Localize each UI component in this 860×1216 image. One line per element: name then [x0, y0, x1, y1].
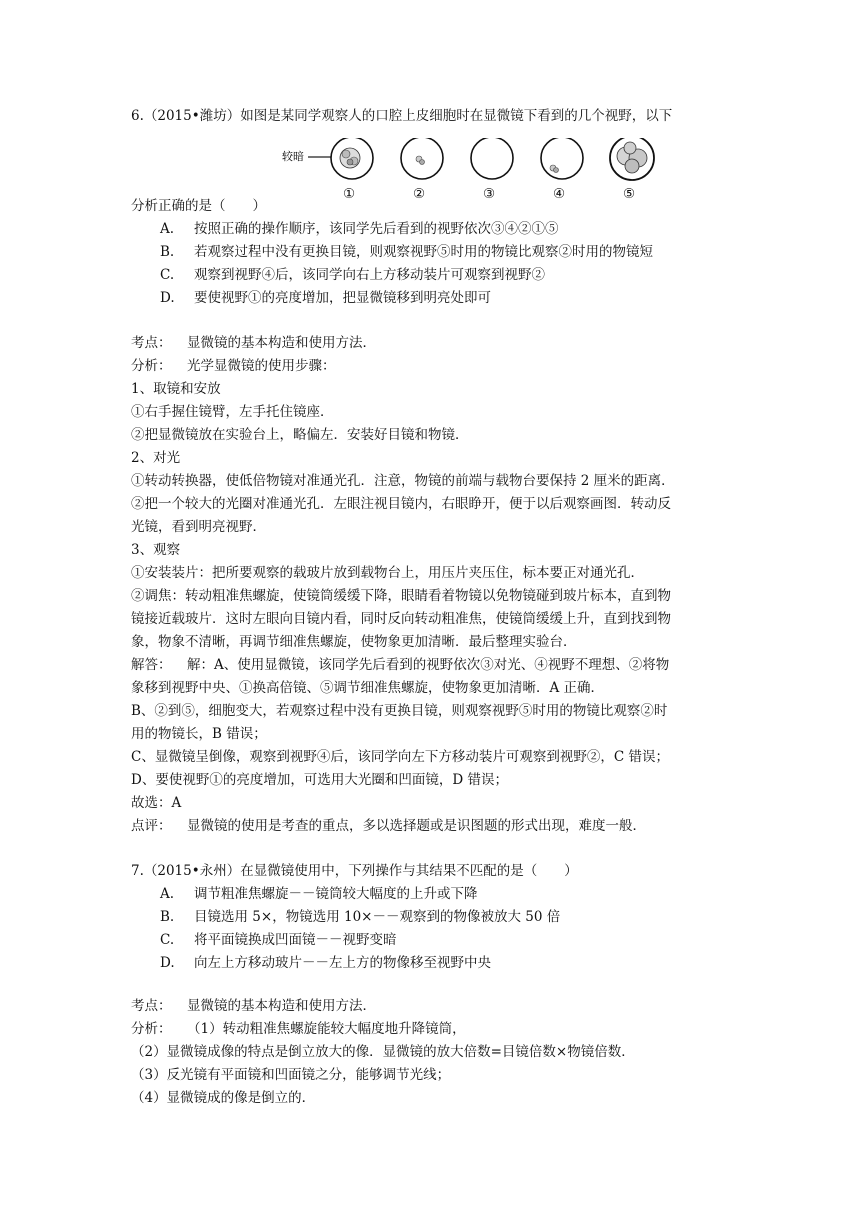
dianping-text: 显微镜的使用是考查的重点，多以选择题或是识图题的形式出现，难度一般．	[187, 818, 646, 834]
microscope-fields-figure	[280, 138, 660, 184]
view-label-2: ②	[413, 186, 426, 202]
q6-option-d	[160, 288, 491, 308]
view-2-circle	[401, 138, 443, 179]
q6-fenxi	[131, 356, 336, 376]
analysis-line: ①安装装片：把所要观察的载玻片放到载物台上，用压片夹压住，标本要正对通光孔．	[131, 565, 644, 581]
option-letter: A.	[160, 221, 175, 237]
analysis-line: 镜接近载玻片．这时左眼向目镜内看，同时反向转动粗准焦，使镜筒缓缓上升，直到找到物	[131, 611, 671, 627]
option-letter: B.	[160, 909, 175, 925]
analysis-line: ①转动转换器，使低倍物镜对准通光孔．注意，物镜的前端与载物台要保持 2 厘米的距离．	[131, 473, 675, 489]
kaodian-text: 显微镜的基本构造和使用方法．	[187, 998, 376, 1014]
option-text: 若观察过程中没有更换目镜，则观察视野⑤时用的物镜比观察②时用的物镜短	[194, 244, 653, 260]
kaodian-label: 考点：	[131, 335, 172, 351]
option-text: 观察到视野④后，该同学向右上方移动装片可观察到视野②	[194, 267, 545, 283]
view-1-circle	[331, 138, 373, 179]
view-label-1: ①	[343, 186, 356, 202]
q6-option-b	[160, 242, 653, 262]
q7-stem: 7.（2015•永州）在显微镜使用中，下列操作与其结果不匹配的是（ ）	[131, 863, 578, 879]
q6-option-c	[160, 265, 545, 285]
analysis-line: （3）反光镜有平面镜和凹面镜之分，能够调节光线；	[131, 1067, 451, 1083]
jieda-text: 解：A、使用显微镜，该同学先后看到的视野依次③对光、④视野不理想、②将物	[187, 657, 670, 673]
view-label-3: ③	[483, 186, 496, 202]
option-letter: C.	[160, 932, 175, 948]
q7-option-a	[160, 884, 478, 904]
q7-option-c	[160, 930, 397, 950]
fenxi-label: 分析：	[131, 1021, 172, 1037]
view-3-circle	[471, 138, 513, 179]
analysis-line: 2、对光	[131, 450, 181, 466]
option-letter: C.	[160, 267, 175, 283]
option-letter: D.	[160, 955, 175, 971]
analysis-line: ②把显微镜放在实验台上，略偏左．安装好目镜和物镜．	[131, 427, 469, 443]
answer-line: D、要使视野①的亮度增加，可选用大光圈和凹面镜，D 错误；	[131, 772, 508, 788]
option-letter: B.	[160, 244, 175, 260]
analysis-line: 光镜，看到明亮视野．	[131, 519, 266, 535]
option-text: 向左上方移动玻片－－左上方的物像移至视野中央	[194, 955, 491, 971]
option-letter: A.	[160, 886, 175, 902]
analysis-line: ②把一个较大的光圈对准通光孔．左眼注视目镜内，右眼睁开，便于以后观察画图．转动反	[131, 496, 671, 512]
q7-fenxi	[131, 1019, 466, 1039]
answer-line: 象移到视野中央、①换高倍镜、⑤调节细准焦螺旋，使物象更加清晰．A 正确．	[131, 680, 605, 696]
q7-option-d	[160, 953, 491, 973]
view-4-circle	[541, 138, 583, 179]
fenxi-text: （1）转动粗准焦螺旋能较大幅度地升降镜筒，	[187, 1021, 466, 1037]
view-5-circle	[610, 138, 654, 180]
q6-kaodian	[131, 333, 376, 353]
q7-kaodian	[131, 996, 376, 1016]
answer-line: C、显微镜呈倒像，观察到视野④后，该同学向左下方移动装片可观察到视野②，C 错误；	[131, 749, 669, 765]
analysis-line: （4）显微镜成的像是倒立的．	[131, 1090, 316, 1106]
fenxi-label: 分析：	[131, 358, 172, 374]
q6-dianping	[131, 816, 646, 836]
option-text: 按照正确的操作顺序，该同学先后看到的视野依次③④②①⑤	[194, 221, 559, 237]
analysis-line: 象，物象不清晰，再调节细准焦螺旋，使物象更加清晰．最后整理实验台．	[131, 634, 577, 650]
q6-stem-line2: 分析正确的是（ ）	[131, 198, 266, 214]
figure-side-label: 较暗	[282, 150, 304, 163]
analysis-line: ①右手握住镜臂，左手托住镜座．	[131, 404, 334, 420]
option-letter: D.	[160, 290, 175, 306]
kaodian-text: 显微镜的基本构造和使用方法．	[187, 335, 376, 351]
kaodian-label: 考点：	[131, 998, 172, 1014]
answer-line: 用的物镜长，B 错误；	[131, 726, 267, 742]
view-label-4: ④	[553, 186, 566, 202]
analysis-line: （2）显微镜成像的特点是倒立放大的像．显微镜的放大倍数=目镜倍数×物镜倍数．	[131, 1044, 635, 1060]
view-label-5: ⑤	[623, 186, 636, 202]
option-text: 调节粗准焦螺旋－－镜筒较大幅度的上升或下降	[194, 886, 478, 902]
option-text: 要使视野①的亮度增加，把显微镜移到明亮处即可	[194, 290, 491, 306]
analysis-line: 3、观察	[131, 542, 181, 558]
fenxi-text: 光学显微镜的使用步骤：	[187, 358, 336, 374]
option-text: 将平面镜换成凹面镜－－视野变暗	[194, 932, 397, 948]
jieda-label: 解答：	[131, 657, 172, 673]
answer-line: 故选：A	[131, 795, 182, 811]
analysis-line: ②调焦：转动粗准焦螺旋，使镜筒缓缓下降，眼睛看着物镜以免物镜碰到玻片标本，直到物	[131, 588, 671, 604]
q6-option-a	[160, 219, 559, 239]
q6-stem-line1: 6.（2015•潍坊）如图是某同学观察人的口腔上皮细胞时在显微镜下看到的几个视野，以下	[131, 108, 673, 124]
q6-jieda	[131, 655, 669, 675]
answer-line: B、②到⑤，细胞变大，若观察过程中没有更换目镜，则观察视野⑤时用的物镜比观察②时	[131, 703, 668, 719]
analysis-line: 1、取镜和安放	[131, 381, 221, 397]
q7-option-b	[160, 907, 560, 927]
dianping-label: 点评：	[131, 818, 172, 834]
option-text: 目镜选用 5×，物镜选用 10×－－观察到的物像被放大 50 倍	[194, 909, 561, 925]
